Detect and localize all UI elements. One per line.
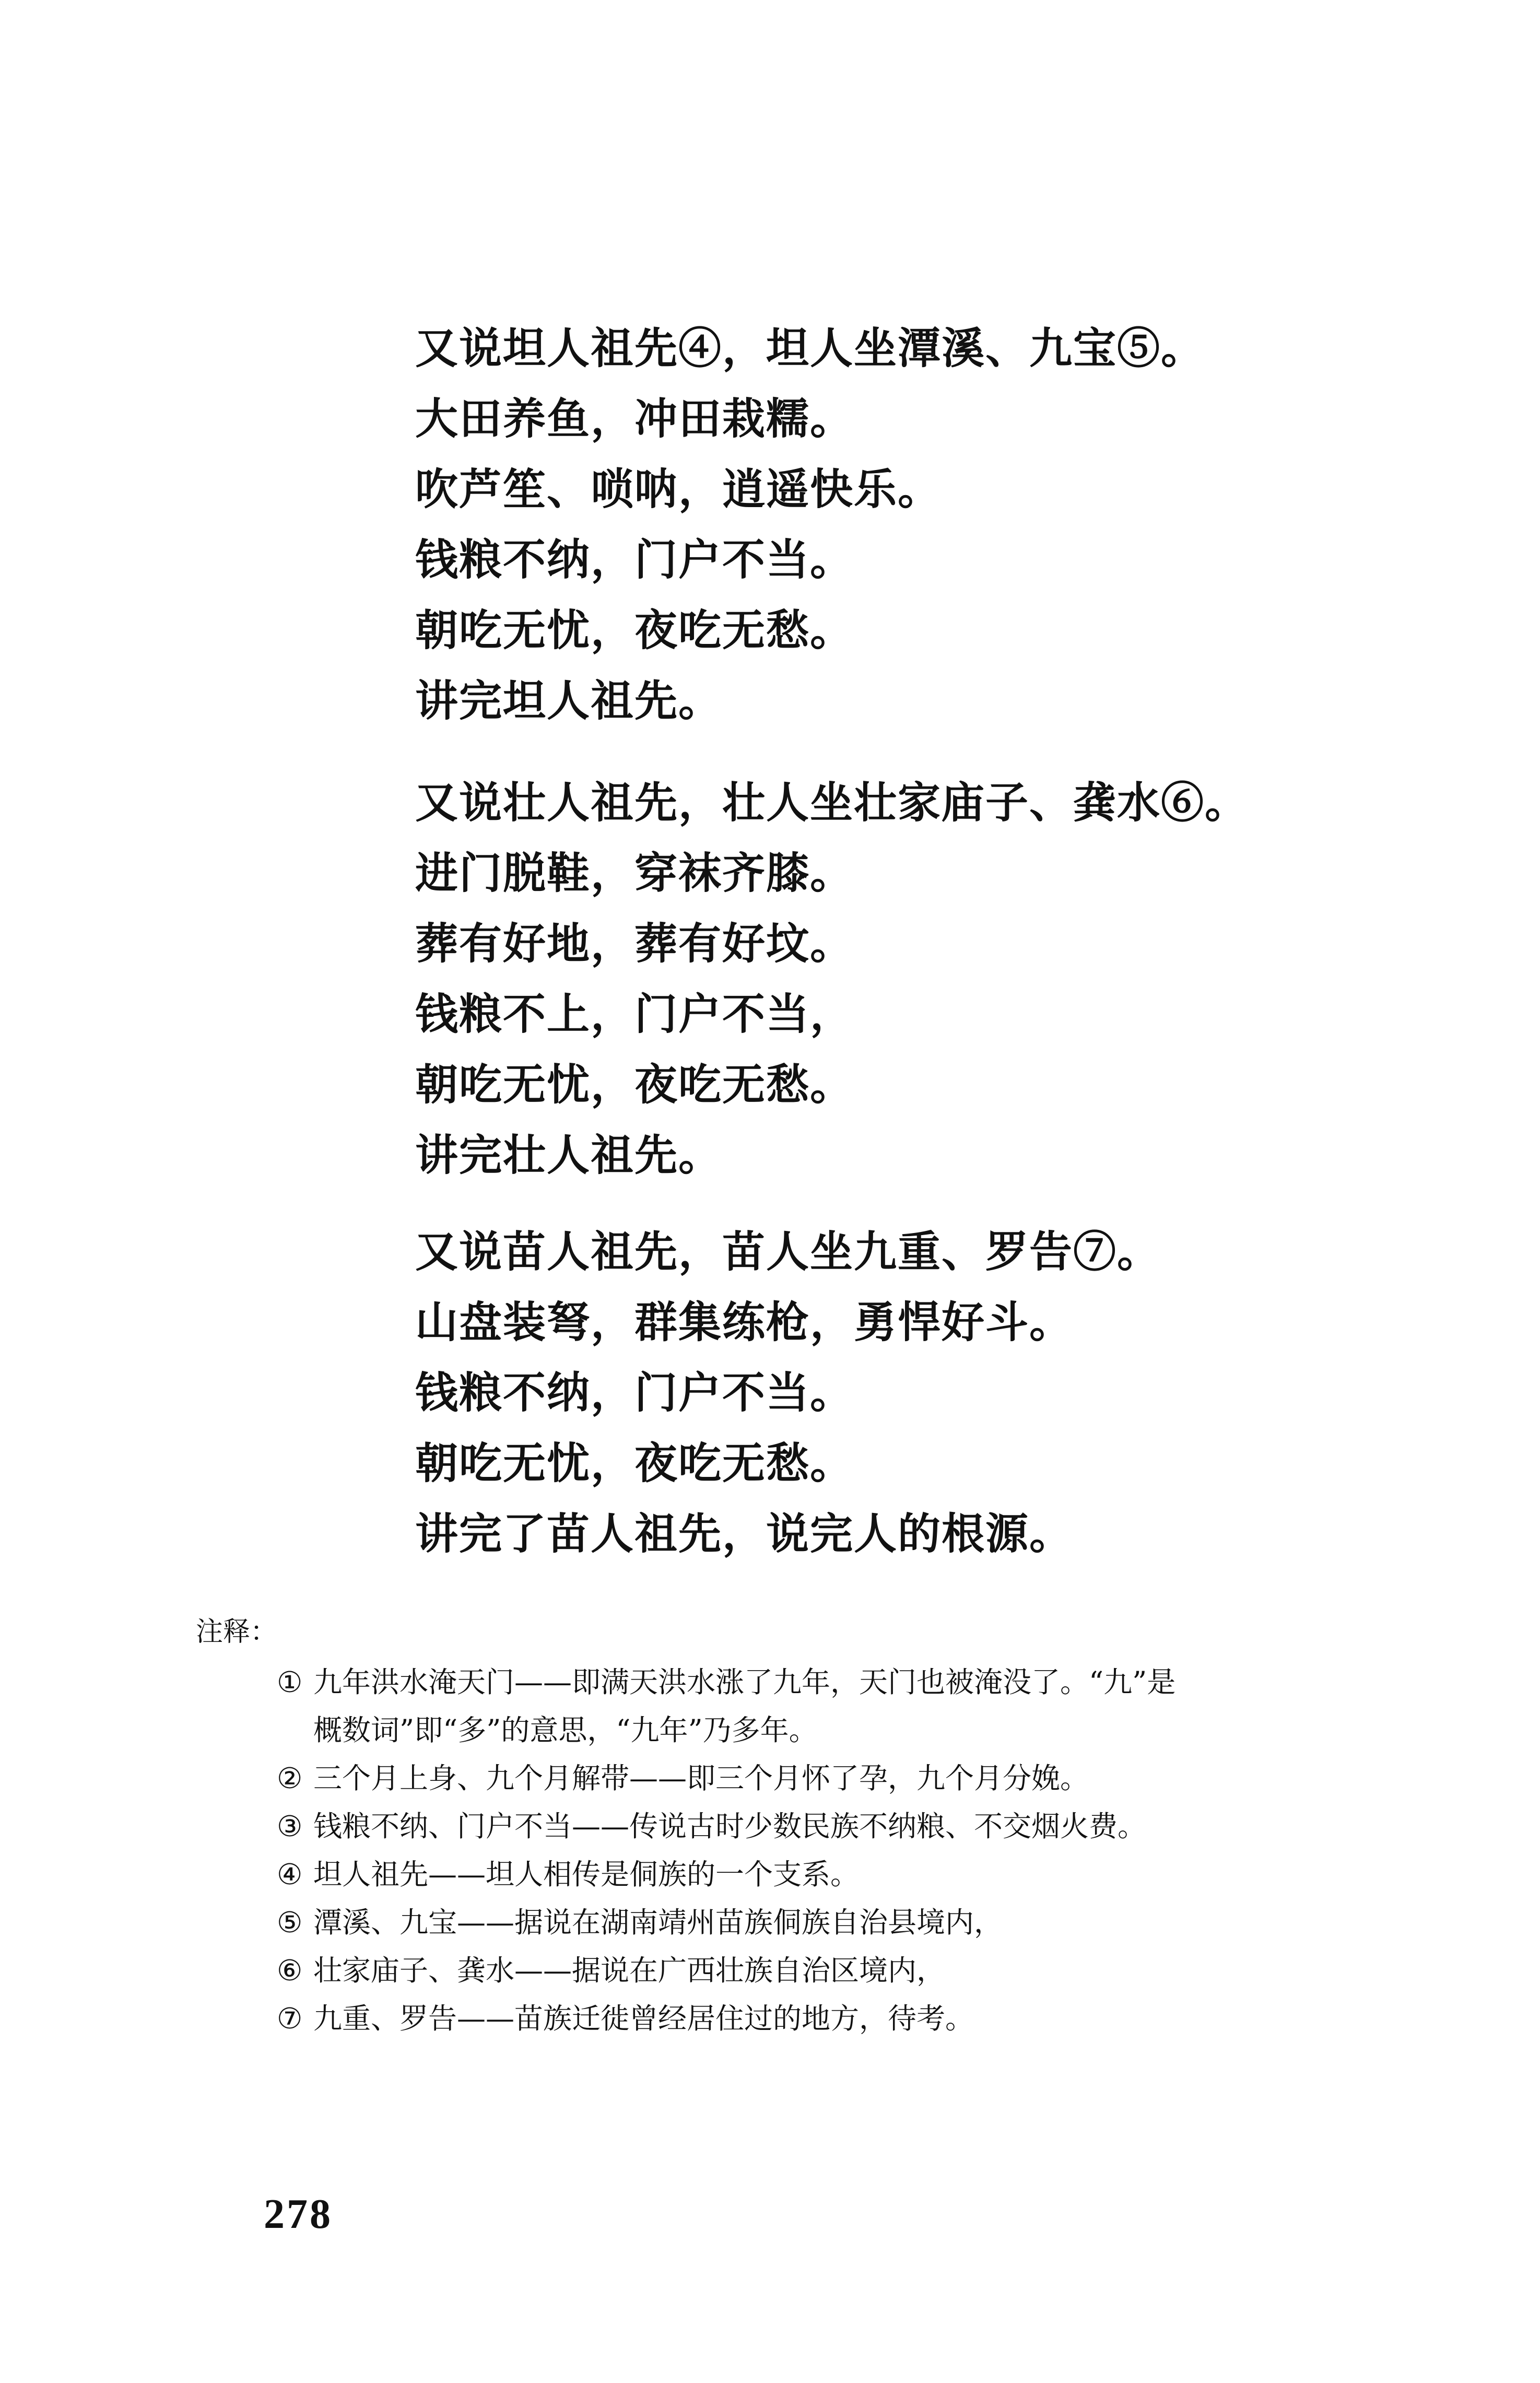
- notes-heading: 注释：: [196, 1616, 278, 1648]
- page-number: 278: [264, 2191, 333, 2237]
- note-item-7: [277, 1994, 1373, 2042]
- poem-line: 又说壮人祖先，壮人坐壮家庙子、龚水⑥。: [415, 778, 1249, 828]
- poem-line: 讲完壮人祖先。: [415, 1130, 723, 1180]
- note-text: 三个月上身、九个月解带——即三个月怀了孕，九个月分娩。: [313, 1762, 1089, 1795]
- note-item-2: [277, 1754, 1373, 1802]
- poem-stanza-3: [415, 1217, 1303, 1569]
- poem-line: 山盘装弩，群集练枪，勇悍好斗。: [415, 1297, 1074, 1347]
- note-number: ⑦: [277, 2002, 303, 2035]
- note-text: 坦人祖先——坦人相传是侗族的一个支系。: [313, 1858, 860, 1891]
- note-number: ②: [277, 1762, 303, 1795]
- poem-line: 又说坦人祖先④，坦人坐潭溪、九宝⑤。: [415, 323, 1205, 373]
- poem-line: 钱粮不上，门户不当，: [415, 989, 854, 1039]
- note-number: ⑤: [277, 1906, 303, 1939]
- poem-line: 又说苗人祖先，苗人坐九重、罗告⑦。: [415, 1227, 1161, 1277]
- poem-line: 葬有好地，葬有好坟。: [415, 919, 854, 969]
- note-number: ①: [277, 1665, 303, 1699]
- note-number: ③: [277, 1810, 303, 1843]
- note-text-continued: 概数词”即“多”的意思，“九年”乃多年。: [313, 1713, 818, 1747]
- note-text: 钱粮不纳、门户不当——传说古时少数民族不纳粮、不交烟火费。: [313, 1810, 1147, 1843]
- note-text: 九重、罗告——苗族迁徙曾经居住过的地方，待考。: [313, 2002, 974, 2035]
- poem-line: 吹芦笙、唢呐，逍遥快乐。: [415, 464, 942, 514]
- note-number: ④: [277, 1858, 303, 1891]
- poem-stanza-2: [415, 768, 1303, 1191]
- notes-list: [277, 1658, 1373, 2042]
- poem-line: 朝吃无忧，夜吃无愁。: [415, 1060, 854, 1110]
- poem-line: 进门脱鞋，穿袜齐膝。: [415, 848, 854, 898]
- note-number: ⑥: [277, 1954, 303, 1987]
- note-item-6: [277, 1946, 1373, 1994]
- poem-line: 朝吃无忧，夜吃无愁。: [415, 605, 854, 655]
- poem-line: 朝吃无忧，夜吃无愁。: [415, 1438, 854, 1488]
- poem-stanza-1: [415, 313, 1303, 736]
- note-text: 壮家庙子、龚水——据说在广西壮族自治区境内，: [313, 1954, 946, 1987]
- note-item-1: [277, 1658, 1373, 1754]
- poem-line: 讲完了苗人祖先，说完人的根源。: [415, 1509, 1074, 1559]
- note-item-4: [277, 1850, 1373, 1898]
- note-text: 潭溪、九宝——据说在湖南靖州苗族侗族自治县境内，: [313, 1906, 1003, 1939]
- poem-line: 讲完坦人祖先。: [415, 676, 723, 726]
- poem-line: 钱粮不纳，门户不当。: [415, 1368, 854, 1418]
- poem-line: 钱粮不纳，门户不当。: [415, 535, 854, 585]
- note-item-3: [277, 1802, 1373, 1850]
- note-item-5: [277, 1898, 1373, 1946]
- poem-line: 大田养鱼，冲田栽糯。: [415, 394, 854, 444]
- note-text: 九年洪水淹天门——即满天洪水涨了九年，天门也被淹没了。“九”是: [313, 1665, 1176, 1699]
